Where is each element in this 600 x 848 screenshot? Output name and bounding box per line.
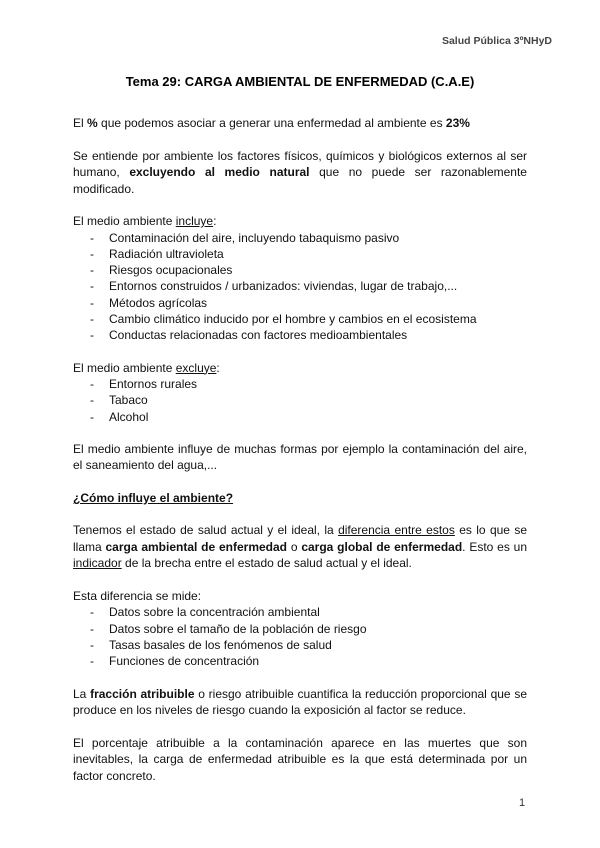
excludes-list — [73, 376, 527, 425]
measures-intro: Esta diferencia se mide: — [73, 588, 202, 603]
document-body — [73, 74, 527, 784]
paragraph-attributable-percentage: El porcentaje atribuible a la contaminación aparece en las muertes que son inevitables, la carga de enfermedad atribuible es la que está determinada por un factor concreto. — [73, 735, 527, 783]
page-number: 1 — [519, 797, 526, 809]
list-item: - Funciones de concentración — [73, 653, 527, 669]
list-item: - Contaminación del aire, incluyendo tabaquismo pasivo — [73, 230, 527, 246]
paragraph-influence: El medio ambiente influye de muchas formas por ejemplo la contaminación del aire, el saneamiento del agua,... — [73, 441, 527, 473]
list-item: - Cambio climático inducido por el hombre y cambios en el ecosistema — [73, 311, 527, 327]
includes-intro: El medio ambiente incluye: — [73, 214, 217, 228]
list-item: - Riesgos ocupacionales — [73, 262, 527, 278]
list-item: - Alcohol — [73, 409, 527, 425]
running-header: Salud Pública 3ºNHyD — [441, 35, 552, 47]
paragraph-definition: Se entiende por ambiente los factores físicos, químicos y biológicos externos al ser humano, excluyendo al medio natural que no puede ser razonablemente modificado. — [73, 148, 527, 196]
includes-list — [73, 230, 527, 344]
list-item: - Datos sobre la concentración ambiental — [73, 604, 527, 620]
list-item: - Métodos agrícolas — [73, 295, 527, 311]
list-item: - Tabaco — [73, 392, 527, 408]
measures-list — [73, 604, 527, 669]
list-item: - Entornos construidos / urbanizados: viviendas, lugar de trabajo,... — [73, 278, 527, 294]
paragraph-percentage: El % que podemos asociar a generar una enfermedad al ambiente es 23% — [73, 116, 470, 130]
paragraph-attributable-fraction: La fracción atribuible o riesgo atribuible cuantifica la reducción proporcional que se produce en los niveles de riesgo cuando la exposición al factor se reduce. — [73, 686, 527, 718]
section-heading: ¿Cómo influye el ambiente? — [73, 490, 234, 505]
page-title: Tema 29: CARGA AMBIENTAL DE ENFERMEDAD (C.A.E) — [125, 74, 475, 89]
list-item: - Tasas basales de los fenómenos de salud — [73, 637, 527, 653]
excludes-intro: El medio ambiente excluye: — [73, 360, 220, 375]
list-item: - Conductas relacionadas con factores medioambientales — [73, 327, 527, 343]
list-item: - Entornos rurales — [73, 376, 527, 392]
list-item: - Datos sobre el tamaño de la población de riesgo — [73, 621, 527, 637]
list-item: - Radiación ultravioleta — [73, 246, 527, 262]
paragraph-burden: Tenemos el estado de salud actual y el ideal, la diferencia entre estos es lo que se llama carga ambiental de enfermedad o carga global de enfermedad. Esto es un indicador de la brecha entre el estado de salud actual y el ideal. — [73, 523, 528, 571]
